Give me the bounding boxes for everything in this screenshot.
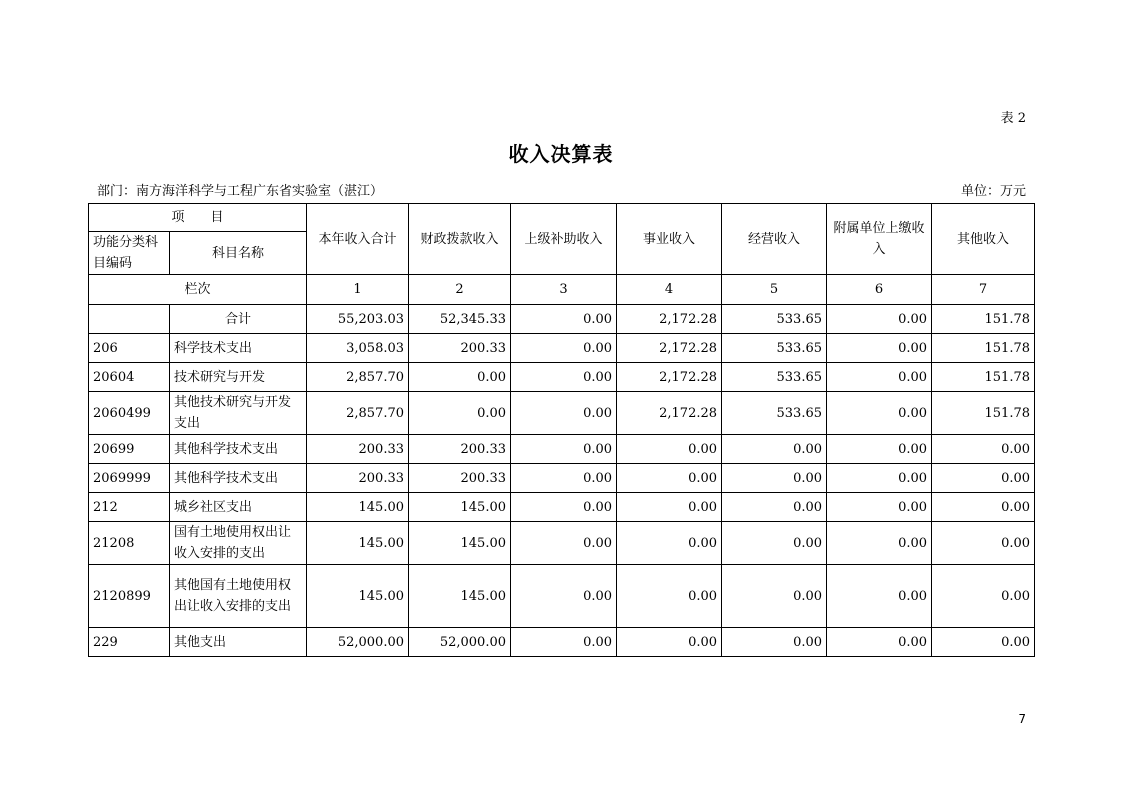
row-value: 0.00 — [511, 522, 617, 565]
row-value: 2,172.28 — [617, 363, 722, 392]
row-value: 0.00 — [511, 628, 617, 657]
total-label: 合计 — [170, 305, 307, 334]
department-label: 部门：南方海洋科学与工程广东省实验室（湛江） — [97, 184, 384, 199]
row-value: 0.00 — [722, 565, 827, 628]
header-col-1: 本年收入合计 — [307, 204, 409, 275]
row-value: 0.00 — [511, 464, 617, 493]
row-value: 0.00 — [617, 493, 722, 522]
lanci-number: 1 — [307, 275, 409, 305]
header-code: 功能分类科目编码 — [89, 232, 170, 275]
row-value: 151.78 — [932, 363, 1035, 392]
row-name: 国有土地使用权出让收入安排的支出 — [170, 522, 307, 565]
row-value: 151.78 — [932, 392, 1035, 435]
row-value: 200.33 — [409, 334, 511, 363]
total-code-cell — [89, 305, 170, 334]
row-value: 145.00 — [409, 565, 511, 628]
row-name: 其他支出 — [170, 628, 307, 657]
table-row — [89, 565, 1035, 628]
row-value: 0.00 — [827, 363, 932, 392]
lanci-number: 7 — [932, 275, 1035, 305]
row-value: 2,172.28 — [617, 392, 722, 435]
row-value: 151.78 — [932, 334, 1035, 363]
row-value: 0.00 — [722, 628, 827, 657]
row-value: 0.00 — [722, 435, 827, 464]
row-value: 0.00 — [722, 464, 827, 493]
row-value: 0.00 — [932, 565, 1035, 628]
lanci-label: 栏次 — [89, 275, 307, 305]
table-row — [89, 363, 1035, 392]
total-value: 55,203.03 — [307, 305, 409, 334]
header-item: 项 目 — [89, 204, 307, 232]
row-value: 52,000.00 — [307, 628, 409, 657]
row-value: 145.00 — [409, 493, 511, 522]
row-value: 533.65 — [722, 334, 827, 363]
row-value: 533.65 — [722, 392, 827, 435]
header-name: 科目名称 — [170, 232, 307, 275]
page-title: 收入决算表 — [508, 142, 614, 166]
row-value: 0.00 — [932, 628, 1035, 657]
row-value: 0.00 — [827, 522, 932, 565]
row-value: 0.00 — [511, 435, 617, 464]
header-col-2: 财政拨款收入 — [409, 204, 511, 275]
table-row — [89, 493, 1035, 522]
page-number: 7 — [1018, 712, 1026, 726]
row-name: 科学技术支出 — [170, 334, 307, 363]
total-value: 0.00 — [827, 305, 932, 334]
row-value: 0.00 — [827, 493, 932, 522]
row-value: 0.00 — [827, 435, 932, 464]
lanci-row — [89, 275, 1035, 305]
row-value: 0.00 — [409, 392, 511, 435]
row-value: 0.00 — [617, 435, 722, 464]
total-value: 52,345.33 — [409, 305, 511, 334]
header-col-3: 上级补助收入 — [511, 204, 617, 275]
row-code: 2120899 — [89, 565, 170, 628]
row-value: 200.33 — [307, 435, 409, 464]
unit-label: 单位：万元 — [960, 184, 1026, 199]
row-value: 145.00 — [409, 522, 511, 565]
row-value: 3,058.03 — [307, 334, 409, 363]
header-col-5: 经营收入 — [722, 204, 827, 275]
row-value: 145.00 — [307, 565, 409, 628]
lanci-number: 2 — [409, 275, 511, 305]
row-code: 2060499 — [89, 392, 170, 435]
row-value: 0.00 — [827, 565, 932, 628]
lanci-number: 5 — [722, 275, 827, 305]
row-name: 其他科学技术支出 — [170, 435, 307, 464]
table-row — [89, 464, 1035, 493]
header-col-7: 其他收入 — [932, 204, 1035, 275]
row-value: 0.00 — [827, 464, 932, 493]
income-final-accounts-table — [88, 203, 1035, 657]
row-value: 0.00 — [932, 522, 1035, 565]
row-value: 2,857.70 — [307, 363, 409, 392]
row-name: 城乡社区支出 — [170, 493, 307, 522]
row-value: 200.33 — [409, 435, 511, 464]
row-value: 0.00 — [722, 522, 827, 565]
row-name: 技术研究与开发 — [170, 363, 307, 392]
row-value: 200.33 — [307, 464, 409, 493]
row-name: 其他科学技术支出 — [170, 464, 307, 493]
row-value: 0.00 — [511, 392, 617, 435]
row-code: 206 — [89, 334, 170, 363]
table-row — [89, 392, 1035, 435]
row-code: 212 — [89, 493, 170, 522]
row-code: 21208 — [89, 522, 170, 565]
row-value: 2,172.28 — [617, 334, 722, 363]
table-number: 表 2 — [1000, 111, 1026, 126]
row-value: 0.00 — [511, 334, 617, 363]
row-value: 145.00 — [307, 522, 409, 565]
row-value: 0.00 — [932, 493, 1035, 522]
row-code: 20699 — [89, 435, 170, 464]
row-value: 0.00 — [827, 334, 932, 363]
row-value: 533.65 — [722, 363, 827, 392]
header-col-4: 事业收入 — [617, 204, 722, 275]
row-value: 52,000.00 — [409, 628, 511, 657]
table-row — [89, 628, 1035, 657]
row-value: 0.00 — [827, 628, 932, 657]
row-value: 0.00 — [617, 464, 722, 493]
row-value: 0.00 — [511, 565, 617, 628]
lanci-number: 3 — [511, 275, 617, 305]
row-code: 2069999 — [89, 464, 170, 493]
row-name: 其他国有土地使用权出让收入安排的支出 — [170, 565, 307, 628]
row-value: 0.00 — [511, 493, 617, 522]
row-value: 0.00 — [617, 628, 722, 657]
row-value: 145.00 — [307, 493, 409, 522]
lanci-number: 4 — [617, 275, 722, 305]
row-value: 0.00 — [722, 493, 827, 522]
row-code: 20604 — [89, 363, 170, 392]
row-value: 0.00 — [932, 464, 1035, 493]
table-row — [89, 522, 1035, 565]
row-value: 0.00 — [617, 522, 722, 565]
row-code: 229 — [89, 628, 170, 657]
row-value: 0.00 — [932, 435, 1035, 464]
total-value: 0.00 — [511, 305, 617, 334]
row-value: 200.33 — [409, 464, 511, 493]
row-value: 0.00 — [617, 565, 722, 628]
table-row — [89, 435, 1035, 464]
row-value: 0.00 — [409, 363, 511, 392]
row-name: 其他技术研究与开发支出 — [170, 392, 307, 435]
total-value: 533.65 — [722, 305, 827, 334]
total-value: 151.78 — [932, 305, 1035, 334]
row-value: 2,857.70 — [307, 392, 409, 435]
total-row — [89, 305, 1035, 334]
total-value: 2,172.28 — [617, 305, 722, 334]
row-value: 0.00 — [511, 363, 617, 392]
lanci-number: 6 — [827, 275, 932, 305]
row-value: 0.00 — [827, 392, 932, 435]
header-col-6: 附属单位上缴收入 — [827, 204, 932, 275]
table-row — [89, 334, 1035, 363]
